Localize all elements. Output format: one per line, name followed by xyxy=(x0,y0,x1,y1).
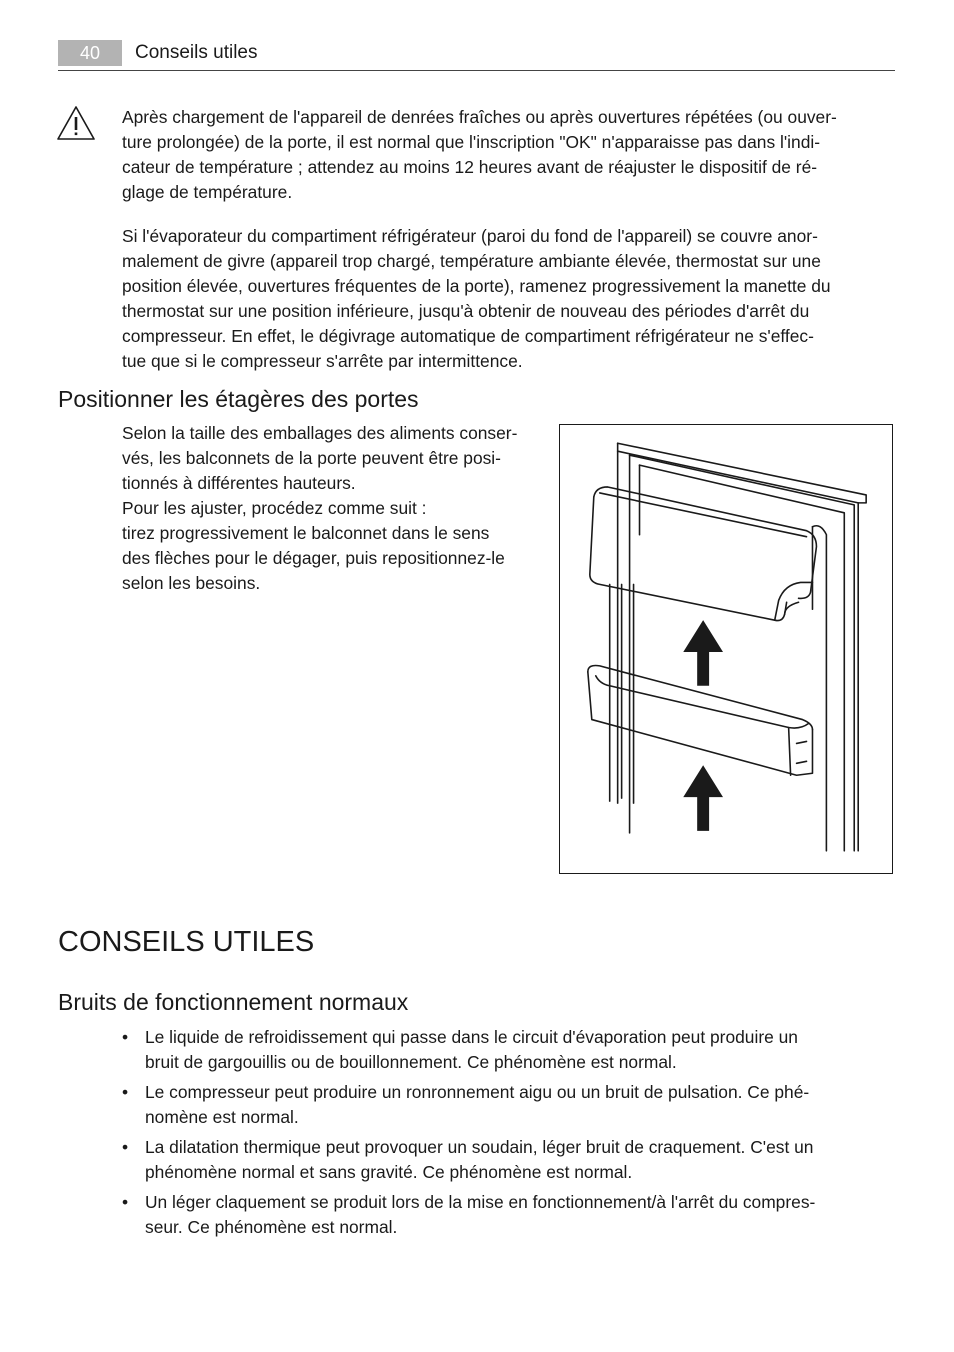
shelves-heading: Positionner les étagères des portes xyxy=(58,386,419,412)
text-line: seur. Ce phénomène est normal. xyxy=(145,1217,398,1237)
header-divider xyxy=(58,70,895,71)
text-line: tirez progressivement le balconnet dans le sens xyxy=(122,523,490,543)
bullet-icon: • xyxy=(122,1082,129,1102)
text-line: selon les besoins. xyxy=(122,573,261,593)
door-shelves-illustration xyxy=(559,424,893,874)
list-item xyxy=(122,1025,894,1075)
list-item xyxy=(122,1135,894,1185)
text-line: nomène est normal. xyxy=(145,1107,299,1127)
text-line: Le compresseur peut produire un ronronnement aigu ou un bruit de pulsation. Ce phé- xyxy=(145,1082,810,1102)
text-line: Un léger claquement se produit lors de la mise en fonctionnement/à l'arrêt du compres- xyxy=(145,1192,816,1212)
text-line: Si l'évaporateur du compartiment réfrigérateur (paroi du fond de l'appareil) se couvre anor- xyxy=(122,226,818,246)
list-item xyxy=(122,1190,894,1240)
warning-paragraph-2 xyxy=(122,224,894,374)
door-shelves-drawing xyxy=(560,425,892,873)
main-heading: CONSEILS UTILES xyxy=(58,926,315,958)
text-line: bruit de gargouillis ou de bouillonnement. Ce phénomène est normal. xyxy=(145,1052,677,1072)
noises-heading: Bruits de fonctionnement normaux xyxy=(58,989,409,1015)
text-line: La dilatation thermique peut provoquer un soudain, léger bruit de craquement. C'est un xyxy=(145,1137,814,1157)
text-line: phénomène normal et sans gravité. Ce phénomène est normal. xyxy=(145,1162,633,1182)
arrow-up-icon-lower xyxy=(683,765,723,831)
arrow-up-icons xyxy=(683,620,723,831)
text-line: malement de givre (appareil trop chargé, température ambiante élevée, thermostat sur une xyxy=(122,251,821,271)
bullet-icon: • xyxy=(122,1027,129,1047)
noises-list xyxy=(122,1025,894,1245)
warning-triangle-icon xyxy=(56,105,96,141)
bullet-icon: • xyxy=(122,1192,129,1212)
text-line: thermostat sur une position inférieure, jusqu'à obtenir de nouveau des périodes d'arrêt du xyxy=(122,301,810,321)
text-line: vés, les balconnets de la porte peuvent être posi- xyxy=(122,448,501,468)
text-line: Pour les ajuster, procédez comme suit : xyxy=(122,498,427,518)
text-line: ture prolongée) de la porte, il est normal que l'inscription "OK" n'apparaisse pas dans l'indi- xyxy=(122,132,821,152)
bullet-icon: • xyxy=(122,1137,129,1157)
arrow-up-icon-upper xyxy=(683,620,723,686)
shelves-paragraph xyxy=(122,421,542,596)
text-line: compresseur. En effet, le dégivrage automatique de compartiment réfrigérateur ne s'effec- xyxy=(122,326,814,346)
list-item xyxy=(122,1080,894,1130)
text-line: tionnés à différentes hauteurs. xyxy=(122,473,356,493)
text-line: Après chargement de l'appareil de denrées fraîches ou après ouvertures répétées (ou ouver- xyxy=(122,107,837,127)
header-section-title: Conseils utiles xyxy=(135,42,258,63)
warning-paragraph-1 xyxy=(122,105,894,205)
text-line: des flèches pour le dégager, puis repositionnez-le xyxy=(122,548,505,568)
text-line: tue que si le compresseur s'arrête par intermittence. xyxy=(122,351,523,371)
text-line: position élevée, ouvertures fréquentes de la porte), ramenez progressivement la manette du xyxy=(122,276,831,296)
text-line: glage de température. xyxy=(122,182,293,202)
text-line: Selon la taille des emballages des aliments conser- xyxy=(122,423,518,443)
text-line: Le liquide de refroidissement qui passe dans le circuit d'évaporation peut produire un xyxy=(145,1027,798,1047)
page-number: 40 xyxy=(58,40,122,66)
text-line: cateur de température ; attendez au moins 12 heures avant de réajuster le dispositif de ré- xyxy=(122,157,818,177)
